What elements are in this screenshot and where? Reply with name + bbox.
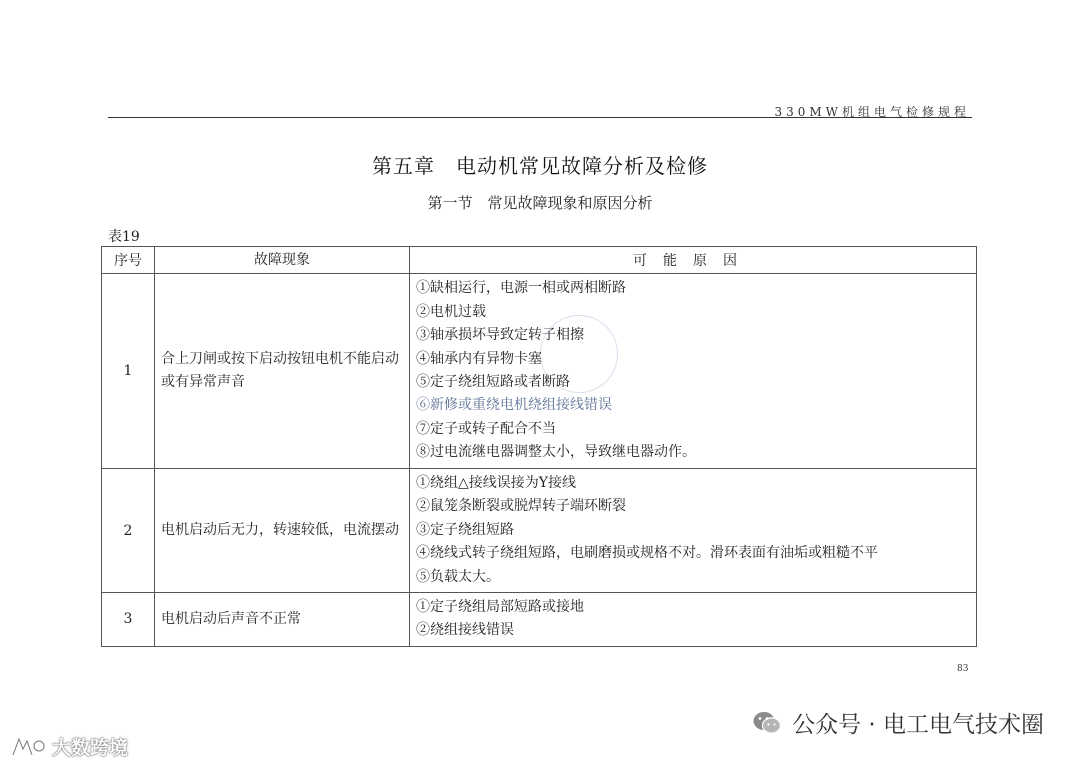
cause-item: ②绕组接线错误 <box>416 622 514 639</box>
wechat-watermark <box>752 706 1044 739</box>
cause-item: ②鼠笼条断裂或脱焊转子端环断裂 <box>416 498 626 515</box>
cause-item: ⑧过电流继电器调整太小，导致继电器动作。 <box>416 444 696 461</box>
cause-item: ⑦定子或转子配合不当 <box>416 420 556 437</box>
chapter-title: 第五章 电动机常见故障分析及检修 <box>372 154 708 178</box>
brand-watermark <box>10 733 128 760</box>
cause-item: ③轴承损坏导致定转子相擦 <box>416 327 584 344</box>
wechat-icon <box>752 710 782 736</box>
brand-logo-icon <box>10 735 46 759</box>
table-row <box>102 274 977 469</box>
row-symptom: 电机启动后声音不正常 <box>155 593 410 647</box>
wechat-account-name: 公众号 · 电工电气技术圈 <box>792 712 1044 738</box>
row-symptom: 合上刀闸或按下启动按钮电机不能启动或有异常声音 <box>155 274 410 469</box>
cause-item: ⑤负载太大。 <box>416 568 500 585</box>
table-row <box>102 593 977 647</box>
cause-item: ②电机过载 <box>416 303 486 320</box>
header-rule <box>108 117 972 118</box>
cause-item: ③定子绕组短路 <box>416 521 514 538</box>
table-row <box>102 469 977 593</box>
brand-name: 大数跨境 <box>52 737 129 759</box>
header-cause: 可能原因 <box>410 247 977 274</box>
cause-item: ⑤定子绕组短路或者断路 <box>416 374 570 390</box>
page-header: 330MW机组电气检修规程 <box>774 105 970 119</box>
row-causes <box>410 593 977 647</box>
header-no: 序号 <box>102 247 155 274</box>
table-label: 表19 <box>108 229 140 245</box>
cause-item: ④绕线式转子绕组短路，电刷磨损或规格不对。滑环表面有油垢或粗糙不平 <box>416 545 878 562</box>
cause-item: ④轴承内有异物卡塞 <box>416 350 542 367</box>
fault-table <box>101 246 977 647</box>
section-title: 第一节 常见故障现象和原因分析 <box>427 194 653 212</box>
cause-item: ⑥新修或重绕电机绕组接线错误 <box>416 397 612 414</box>
table-header-row <box>102 247 977 274</box>
row-no: 3 <box>102 593 155 647</box>
cause-item: ①绕组△接线误接为Y接线 <box>416 475 577 491</box>
header-symptom: 故障现象 <box>155 247 410 274</box>
row-causes <box>410 274 977 469</box>
row-no: 2 <box>102 469 155 593</box>
row-symptom: 电机启动后无力，转速较低，电流摆动 <box>155 469 410 593</box>
page-number: 83 <box>957 664 969 674</box>
row-no: 1 <box>102 274 155 469</box>
cause-item: ①缺相运行，电源一相或两相断路 <box>416 280 626 297</box>
row-causes <box>410 469 977 593</box>
cause-item: ①定子绕组局部短路或接地 <box>416 599 584 616</box>
